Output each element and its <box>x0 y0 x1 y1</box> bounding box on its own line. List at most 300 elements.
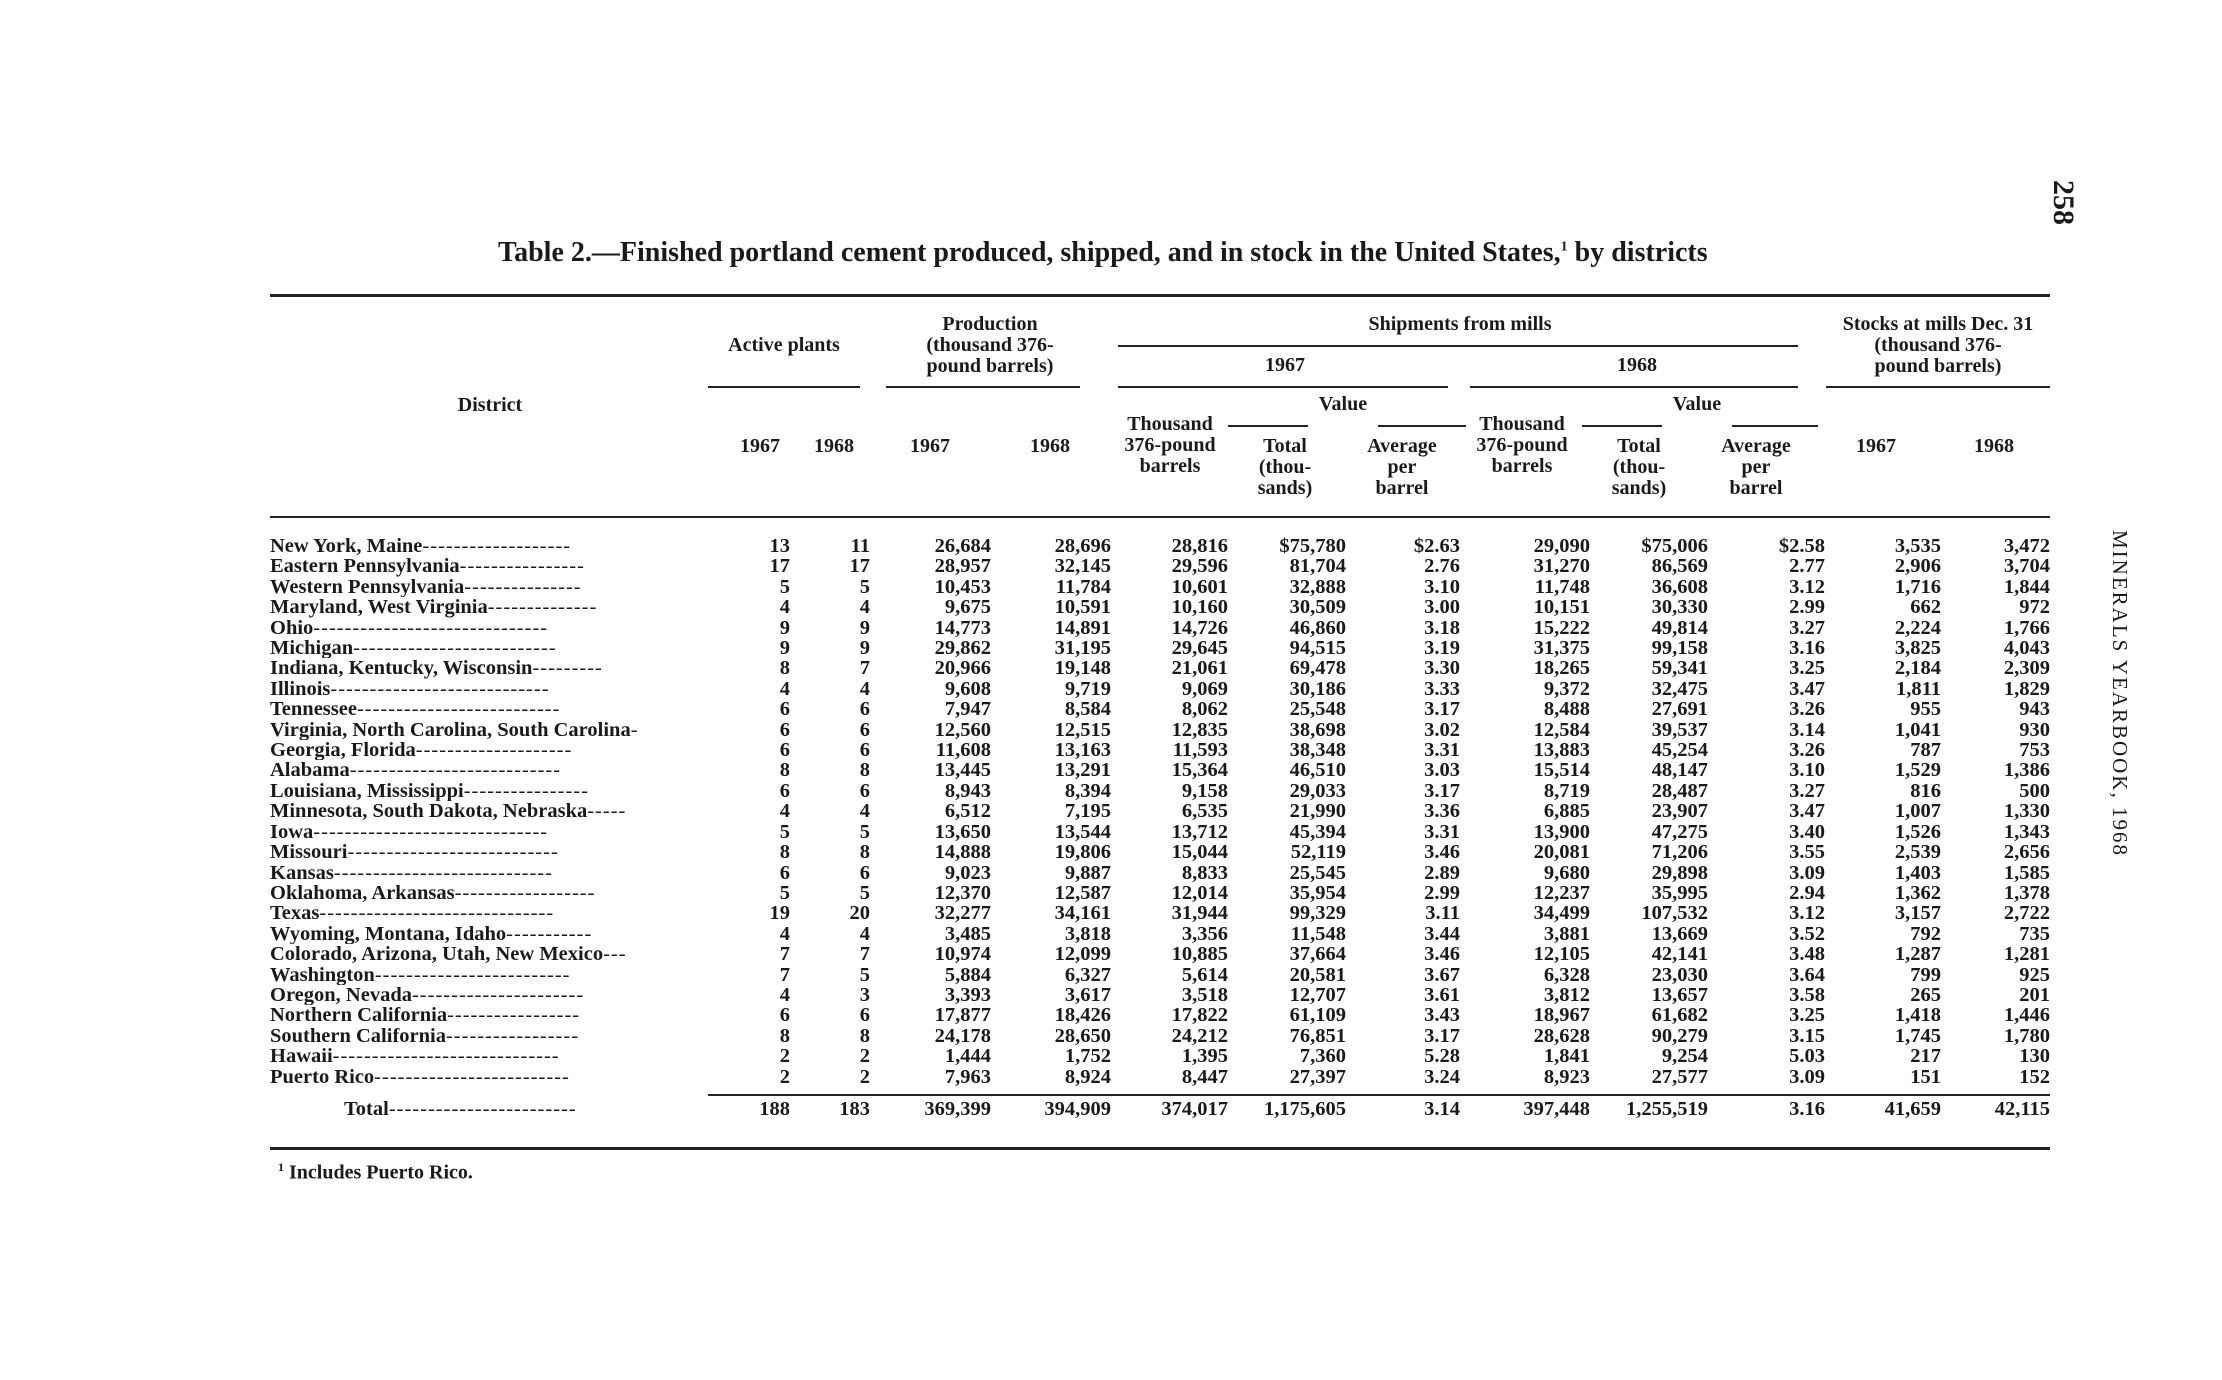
table-row <box>270 1046 2050 1066</box>
header-active-plants: Active plants <box>728 334 840 356</box>
plants-1967-cell: 6 <box>779 719 790 741</box>
shipped-value-1968-cell: 23,030 <box>1651 964 1708 985</box>
stocks-1968-cell: 2,722 <box>2003 903 2050 924</box>
production-1968-cell: 8,924 <box>1064 1066 1111 1087</box>
total-row <box>270 1087 2050 1131</box>
plants-1968-cell: 6 <box>859 699 870 720</box>
district-name: Michigan <box>270 638 354 659</box>
header-thousand-barrels-1968-line-2: 376-pound <box>1476 434 1568 456</box>
production-1967-cell: 6,512 <box>944 801 991 822</box>
header-production-line-2: (thousand 376- <box>926 334 1054 356</box>
plants-1967-cell: 13 <box>769 536 790 557</box>
shipments-rule <box>1118 345 1798 347</box>
table-row <box>270 658 2050 678</box>
header-average-1968 <box>1706 436 1806 499</box>
shipped-value-1968-cell: 13,657 <box>1651 984 1708 1006</box>
shipped-value-1967-cell: 81,704 <box>1289 556 1346 577</box>
leader-dots: --------- <box>532 658 603 679</box>
district-name: Oklahoma, Arkansas <box>270 882 455 904</box>
plants-1967-cell: 4 <box>779 801 790 822</box>
production-1967-cell: 3,485 <box>944 923 991 945</box>
district-cell <box>270 801 708 821</box>
header-plants-1968: 1968 <box>814 435 854 457</box>
plants-1968-cell: 3 <box>859 984 870 1006</box>
plants-1967-cell: 6 <box>779 1005 790 1026</box>
header-total-1967-line-3: sands) <box>1257 477 1313 499</box>
header-total-1968-line-3: sands) <box>1611 477 1667 499</box>
stocks-1968-cell: 753 <box>2019 740 2050 761</box>
stocks-1968-cell: 3,704 <box>2003 556 2050 577</box>
average-value-1968-cell: 3.09 <box>1789 1066 1825 1087</box>
header-shipments-1967: 1967 <box>1265 354 1305 376</box>
plants-1968-cell: 5 <box>859 882 870 904</box>
header-thousand-barrels-1967 <box>1110 414 1230 477</box>
average-value-1967-cell: 3.02 <box>1424 719 1460 741</box>
shipped-value-1967-cell: 32,888 <box>1289 576 1346 598</box>
stocks-1968-cell: 130 <box>2019 1046 2050 1067</box>
production-1967-cell: 12,370 <box>934 882 991 904</box>
district-cell <box>270 944 708 964</box>
average-value-1967-cell: 3.17 <box>1424 780 1460 802</box>
shipped-barrels-1968-cell: 8,488 <box>1543 699 1590 720</box>
production-1967-cell: 5,884 <box>944 964 991 985</box>
table-row <box>270 760 2050 780</box>
header-total-1967 <box>1240 436 1330 499</box>
district-name: Colorado, Arizona, Utah, New Mexico <box>270 944 604 965</box>
table-row <box>270 781 2050 801</box>
shipped-barrels-1968-cell: 31,270 <box>1533 556 1590 577</box>
shipped-barrels-1967-cell: 5,614 <box>1181 964 1228 985</box>
header-thousand-barrels-1968-line-1: Thousand <box>1479 413 1565 435</box>
header-average-1968-line-2: per <box>1741 456 1771 478</box>
leader-dots: ------------------ <box>454 882 596 904</box>
plants-1968-cell: 8 <box>859 760 870 781</box>
leader-dots: ---------------- <box>463 780 589 802</box>
leader-dots: ------------------------- <box>374 1066 570 1087</box>
stocks-1968-cell: 1,829 <box>2003 678 2050 700</box>
shipped-barrels-1967-cell: 17,822 <box>1171 1005 1228 1026</box>
stocks-1968-cell: 2,309 <box>2003 658 2050 679</box>
shipped-barrels-1968-cell: 31,375 <box>1533 638 1590 659</box>
value-1967-left-rule <box>1228 425 1308 427</box>
district-cell <box>270 760 708 780</box>
stocks-1968-cell: 500 <box>2019 780 2050 802</box>
shipped-barrels-1968-cell: 34,499 <box>1533 903 1590 924</box>
plants-1968-cell: 7 <box>859 944 870 965</box>
plants-1967-cell: 2 <box>779 1066 790 1087</box>
production-1967-cell: 9,608 <box>944 678 991 700</box>
header-production-line-3: pound barrels) <box>926 355 1054 377</box>
plants-1968-cell: 17 <box>849 556 870 577</box>
stocks-1967-cell: 1,418 <box>1894 1005 1941 1026</box>
table-row <box>270 965 2050 985</box>
average-value-1967-cell: 3.31 <box>1424 821 1460 843</box>
plants-1968-cell: 8 <box>859 1025 870 1047</box>
stocks-1967-cell: 816 <box>1910 780 1941 802</box>
table-title <box>498 237 1708 269</box>
plants-1968-cell: 5 <box>859 821 870 843</box>
plants-1968-cell: 20 <box>849 903 870 924</box>
district-name: Washington <box>270 964 375 985</box>
district-name: Louisiana, Mississippi <box>270 780 464 802</box>
average-value-1968-cell: 3.25 <box>1789 658 1825 679</box>
district-name: Minnesota, South Dakota, Nebraska <box>270 801 588 822</box>
shipped-value-1967-cell: 21,990 <box>1289 801 1346 822</box>
plants-1968-cell: 5 <box>859 576 870 598</box>
header-average-1967 <box>1352 436 1452 499</box>
header-shipments-1968: 1968 <box>1617 354 1657 376</box>
production-1967-cell: 14,888 <box>934 842 991 863</box>
shipped-value-1968-cell: 71,206 <box>1651 842 1708 863</box>
stocks-1968-cell: 735 <box>2019 923 2050 945</box>
shipped-value-1967-cell: 25,548 <box>1289 699 1346 720</box>
average-value-1967-cell: 3.46 <box>1424 944 1460 965</box>
district-cell <box>270 556 708 576</box>
shipped-value-1968-cell: 27,691 <box>1651 699 1708 720</box>
production-1967-cell: 28,957 <box>934 556 991 577</box>
shipped-value-1968-cell: 39,537 <box>1651 719 1708 741</box>
plants-1967-cell: 8 <box>779 842 790 863</box>
production-1968-cell: 7,195 <box>1064 801 1111 822</box>
stocks-1968-cell: 1,386 <box>2003 760 2050 781</box>
stocks-1967-cell: 662 <box>1910 597 1941 618</box>
plants-1968-cell: 6 <box>859 719 870 741</box>
average-value-1967-cell: 3.00 <box>1424 597 1460 618</box>
district-cell <box>270 536 708 556</box>
production-1968-cell: 9,719 <box>1064 678 1111 700</box>
header-bottom-rule <box>270 516 2050 518</box>
average-value-1967-cell: 2.99 <box>1424 882 1460 904</box>
district-name: Kansas <box>270 862 334 883</box>
table-row <box>270 985 2050 1005</box>
shipped-barrels-1967-cell: 10,160 <box>1171 597 1228 618</box>
production-1967-cell: 12,560 <box>934 719 991 741</box>
header-plants-1967: 1967 <box>740 435 780 457</box>
shipped-barrels-1967-cell: 1,395 <box>1181 1046 1228 1067</box>
shipped-value-1967-cell: 12,707 <box>1289 984 1346 1006</box>
leader-dots: ---------------- <box>459 556 585 577</box>
district-name: Ohio <box>270 617 314 639</box>
stocks-1967-cell: 1,403 <box>1894 862 1941 883</box>
plants-1967-cell: 6 <box>779 862 790 883</box>
plants-1967-cell: 8 <box>779 760 790 781</box>
plants-1967-cell: 4 <box>779 678 790 700</box>
average-value-1968-cell: 3.16 <box>1789 1097 1825 1120</box>
shipped-barrels-1967-cell: 11,593 <box>1172 740 1228 761</box>
stocks-1967-cell: 1,529 <box>1894 760 1941 781</box>
shipped-barrels-1968-cell: 9,372 <box>1543 678 1590 700</box>
leader-dots: -------------- <box>487 597 598 618</box>
average-value-1967-cell: 3.24 <box>1424 1066 1460 1087</box>
shipped-barrels-1967-cell: 12,014 <box>1171 882 1228 904</box>
shipped-value-1967-cell: 20,581 <box>1289 964 1346 985</box>
production-1968-cell: 8,394 <box>1064 780 1111 802</box>
shipped-value-1967-cell: 30,186 <box>1289 678 1346 700</box>
plants-1968-cell: 6 <box>859 740 870 761</box>
header-stocks-1967: 1967 <box>1856 435 1896 457</box>
shipments-1967-rule <box>1118 386 1448 388</box>
district-name: Hawaii <box>270 1046 333 1067</box>
shipped-barrels-1968-cell: 6,328 <box>1543 964 1590 985</box>
average-value-1968-cell: 3.64 <box>1789 964 1825 985</box>
shipped-barrels-1968-cell: 20,081 <box>1533 842 1590 863</box>
shipped-value-1967-cell: 30,509 <box>1289 597 1346 618</box>
stocks-1967-cell: 955 <box>1910 699 1941 720</box>
production-1967-cell: 7,947 <box>944 699 991 720</box>
shipped-value-1968-cell: 35,995 <box>1651 882 1708 904</box>
production-1967-cell: 20,966 <box>934 658 991 679</box>
table-row <box>270 618 2050 638</box>
table-title-suffix: by districts <box>1567 237 1708 268</box>
shipped-value-1968-cell: 107,532 <box>1641 903 1708 924</box>
shipped-barrels-1968-cell: 11,748 <box>1534 576 1590 598</box>
shipped-barrels-1967-cell: 3,518 <box>1181 984 1228 1006</box>
header-stocks <box>1808 314 2068 377</box>
leader-dots: ----------------- <box>447 1005 581 1026</box>
production-1967-cell: 3,393 <box>944 984 991 1006</box>
stocks-1967-cell: 151 <box>1910 1066 1941 1087</box>
leader-dots: ------------------------- <box>374 964 571 985</box>
average-value-1967-cell: 3.14 <box>1424 1097 1460 1120</box>
plants-1967-cell: 8 <box>779 658 790 679</box>
stocks-1967-cell: 1,745 <box>1894 1025 1941 1047</box>
production-1968-cell: 19,148 <box>1054 658 1111 679</box>
average-value-1967-cell: 3.44 <box>1424 923 1460 945</box>
production-1967-cell: 32,277 <box>934 903 991 924</box>
plants-1968-cell: 2 <box>859 1066 870 1087</box>
shipped-barrels-1968-cell: 9,680 <box>1543 862 1590 883</box>
average-value-1967-cell: 2.89 <box>1424 862 1460 883</box>
plants-1968-cell: 11 <box>850 536 870 557</box>
average-value-1968-cell: 3.26 <box>1789 699 1825 720</box>
average-value-1967-cell: 3.46 <box>1424 842 1460 863</box>
leader-dots: ------------------------ <box>388 1097 577 1120</box>
plants-1968-cell: 7 <box>859 658 870 679</box>
shipments-1968-rule <box>1470 386 1798 388</box>
plants-1967-cell: 2 <box>779 1046 790 1067</box>
table-row <box>270 577 2050 597</box>
stocks-1968-cell: 925 <box>2019 964 2050 985</box>
leader-dots: ---------------------------- <box>333 862 553 883</box>
header-production-1968: 1968 <box>1030 435 1070 457</box>
production-1967-cell: 10,974 <box>934 944 991 965</box>
leader-dots: -------------------- <box>415 740 573 761</box>
plants-1968-cell: 6 <box>859 862 870 883</box>
average-value-1967-cell: 3.18 <box>1424 617 1460 639</box>
production-1968-cell: 10,591 <box>1054 597 1111 618</box>
stocks-1968-cell: 1,446 <box>2003 1005 2050 1026</box>
leader-dots: ------------------------------ <box>319 903 555 924</box>
header-total-1968 <box>1594 436 1684 499</box>
stocks-1967-cell: 1,362 <box>1894 882 1941 904</box>
shipped-barrels-1967-cell: 9,158 <box>1181 780 1228 802</box>
production-1968-cell: 8,584 <box>1064 699 1111 720</box>
shipped-barrels-1967-cell: 374,017 <box>1161 1097 1228 1120</box>
shipped-barrels-1968-cell: 6,885 <box>1543 801 1590 822</box>
stocks-1968-cell: 3,472 <box>2003 536 2050 557</box>
district-name: Southern California <box>270 1025 446 1047</box>
shipped-barrels-1967-cell: 14,726 <box>1171 617 1228 639</box>
plants-1967-cell: 8 <box>779 1025 790 1047</box>
district-cell <box>270 1087 708 1131</box>
leader-dots: ------------------- <box>422 536 572 557</box>
shipped-barrels-1967-cell: 10,885 <box>1171 944 1228 965</box>
production-1968-cell: 12,587 <box>1054 882 1111 904</box>
shipped-barrels-1968-cell: 3,812 <box>1543 984 1590 1006</box>
stocks-1968-cell: 1,844 <box>2003 576 2050 598</box>
plants-1967-cell: 5 <box>779 576 790 598</box>
district-name: Missouri <box>270 842 348 863</box>
stocks-1967-cell: 1,526 <box>1894 821 1941 843</box>
header-thousand-barrels-1967-line-2: 376-pound <box>1124 434 1216 456</box>
district-cell <box>270 740 708 760</box>
shipped-barrels-1968-cell: 18,967 <box>1533 1005 1590 1026</box>
average-value-1968-cell: 3.16 <box>1789 638 1825 659</box>
production-1968-cell: 11,784 <box>1055 576 1111 598</box>
shipped-barrels-1967-cell: 10,601 <box>1171 576 1228 598</box>
plants-1967-cell: 4 <box>779 984 790 1006</box>
district-name: Georgia, Florida <box>270 740 416 761</box>
district-name: Western Pennsylvania <box>270 576 465 598</box>
production-1967-cell: 10,453 <box>934 576 991 598</box>
header-stocks-line-2: (thousand 376- <box>1874 334 2002 356</box>
stocks-1968-cell: 1,780 <box>2003 1025 2050 1047</box>
plants-1968-cell: 6 <box>859 780 870 802</box>
stocks-1967-cell: 265 <box>1910 984 1941 1006</box>
stocks-1967-cell: 1,007 <box>1894 801 1941 822</box>
stocks-1967-cell: 1,811 <box>1896 678 1941 700</box>
table-row <box>270 863 2050 883</box>
shipped-barrels-1967-cell: 12,835 <box>1171 719 1228 741</box>
average-value-1968-cell: 3.58 <box>1789 984 1825 1006</box>
shipped-barrels-1967-cell: 6,535 <box>1181 801 1228 822</box>
average-value-1967-cell: 3.17 <box>1424 699 1460 720</box>
leader-dots: ---------------------------- <box>330 678 550 700</box>
average-value-1968-cell: 3.47 <box>1789 678 1825 700</box>
district-name: Virginia, North Carolina, South Carolina <box>270 719 631 741</box>
plants-1968-cell: 5 <box>859 964 870 985</box>
table-row <box>270 1067 2050 1087</box>
shipped-value-1967-cell: $75,780 <box>1279 536 1346 557</box>
leader-dots: ----------- <box>506 923 593 945</box>
shipped-value-1967-cell: 52,119 <box>1290 842 1346 863</box>
header-average-1967-line-2: per <box>1387 456 1417 478</box>
district-name: Tennessee <box>270 699 357 720</box>
header-stocks-line-3: pound barrels) <box>1874 355 2002 377</box>
leader-dots: --------------- <box>464 576 582 598</box>
shipped-barrels-1968-cell: 10,151 <box>1533 597 1590 618</box>
leader-dots: ------------------------------ <box>313 821 549 843</box>
shipped-value-1968-cell: 28,487 <box>1651 780 1708 802</box>
plants-1968-cell: 4 <box>859 801 870 822</box>
district-name: Illinois <box>270 678 331 700</box>
plants-1967-cell: 19 <box>769 903 790 924</box>
district-cell <box>270 1026 708 1046</box>
production-1967-cell: 14,773 <box>934 617 991 639</box>
stocks-1968-cell: 972 <box>2019 597 2050 618</box>
shipped-barrels-1967-cell: 15,364 <box>1171 760 1228 781</box>
district-cell <box>270 1046 708 1066</box>
district-name: Indiana, Kentucky, Wisconsin <box>270 658 533 679</box>
plants-1968-cell: 4 <box>859 678 870 700</box>
shipped-value-1968-cell: 9,254 <box>1661 1046 1708 1067</box>
page-number: 258 <box>2047 180 2080 225</box>
average-value-1967-cell: 3.30 <box>1424 658 1460 679</box>
plants-1968-cell: 9 <box>859 638 870 659</box>
running-head: MINERALS YEARBOOK, 1968 <box>2108 530 2132 857</box>
shipped-value-1967-cell: 27,397 <box>1289 1066 1346 1087</box>
production-1968-cell: 28,696 <box>1054 536 1111 557</box>
district-cell <box>270 597 708 617</box>
district-cell <box>270 720 708 740</box>
average-value-1968-cell: 3.27 <box>1789 617 1825 639</box>
header-average-1967-line-3: barrel <box>1375 477 1429 499</box>
shipped-value-1968-cell: $75,006 <box>1641 536 1708 557</box>
average-value-1967-cell: 3.61 <box>1424 984 1460 1006</box>
district-cell <box>270 699 708 719</box>
stocks-1968-cell: 1,378 <box>2003 882 2050 904</box>
average-value-1968-cell: 3.52 <box>1789 923 1825 945</box>
average-value-1968-cell: 3.25 <box>1789 1005 1825 1026</box>
plants-1967-cell: 9 <box>779 638 790 659</box>
production-1968-cell: 12,099 <box>1054 944 1111 965</box>
district-cell <box>270 965 708 985</box>
production-1967-cell: 17,877 <box>934 1005 991 1026</box>
shipped-value-1968-cell: 99,158 <box>1651 638 1708 659</box>
header-shipments: Shipments from mills <box>1368 313 1552 335</box>
average-value-1968-cell: 3.15 <box>1789 1025 1825 1047</box>
production-1968-cell: 19,806 <box>1054 842 1111 863</box>
shipped-value-1967-cell: 38,698 <box>1289 719 1346 741</box>
header-total-1967-line-1: Total <box>1263 435 1307 457</box>
plants-1968-cell: 9 <box>859 617 870 639</box>
footnote <box>278 1160 473 1185</box>
shipped-barrels-1967-cell: 29,645 <box>1171 638 1228 659</box>
production-1968-cell: 34,161 <box>1054 903 1111 924</box>
district-cell <box>270 679 708 699</box>
table-row <box>270 822 2050 842</box>
production-1968-cell: 13,291 <box>1054 760 1111 781</box>
shipped-value-1967-cell: 37,664 <box>1289 944 1346 965</box>
average-value-1968-cell: 3.55 <box>1789 842 1825 863</box>
production-1968-cell: 394,909 <box>1044 1097 1111 1120</box>
average-value-1968-cell: 3.47 <box>1789 801 1825 822</box>
average-value-1967-cell: 3.67 <box>1424 964 1460 985</box>
leader-dots: --------------------------- <box>347 842 559 863</box>
average-value-1968-cell: 3.14 <box>1789 719 1825 741</box>
header-thousand-barrels-1967-line-1: Thousand <box>1127 413 1213 435</box>
leader-dots: ----------------------------- <box>332 1046 560 1067</box>
district-cell <box>270 658 708 678</box>
district-cell <box>270 638 708 658</box>
shipped-barrels-1968-cell: 29,090 <box>1533 536 1590 557</box>
shipped-value-1967-cell: 25,545 <box>1289 862 1346 883</box>
shipped-value-1968-cell: 49,814 <box>1651 617 1708 639</box>
value-1967-right-rule <box>1378 425 1466 427</box>
district-cell <box>270 985 708 1005</box>
shipped-barrels-1967-cell: 24,212 <box>1171 1025 1228 1047</box>
production-1968-cell: 13,544 <box>1054 821 1111 843</box>
production-1967-cell: 26,684 <box>934 536 991 557</box>
stocks-1968-cell: 42,115 <box>1994 1097 2050 1120</box>
shipped-value-1968-cell: 29,898 <box>1651 862 1708 883</box>
table-row <box>270 638 2050 658</box>
average-value-1968-cell: 3.12 <box>1789 903 1825 924</box>
active-plants-rule <box>708 386 860 388</box>
table-row <box>270 740 2050 760</box>
stocks-1968-cell: 1,766 <box>2003 617 2050 639</box>
leader-dots: ------------------------------ <box>313 617 549 639</box>
